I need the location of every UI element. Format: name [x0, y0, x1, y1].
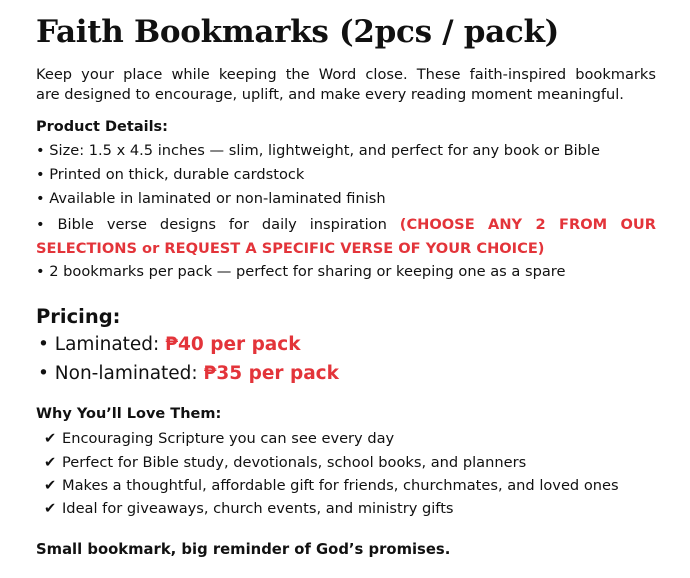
price-value: ₱35 per pack: [203, 363, 339, 384]
page-title: Faith Bookmarks (2pcs / pack): [36, 14, 560, 50]
detail-item-verses-text: • Bible verse designs for daily inspiration: [36, 216, 400, 233]
why-item-text: Encouraging Scripture you can see every day: [62, 430, 395, 447]
price-item-laminated: [38, 334, 301, 355]
detail-item-verses: [36, 213, 656, 261]
price-item-non-laminated: [38, 363, 339, 384]
why-item-text: Ideal for giveaways, church events, and ministry gifts: [62, 500, 454, 517]
pricing-heading: Pricing:: [36, 305, 121, 328]
why-item: [44, 500, 454, 517]
why-item: [44, 430, 394, 447]
detail-item-size: • Size: 1.5 x 4.5 inches — slim, lightweight, and perfect for any book or Bible: [36, 142, 600, 159]
price-label: • Non-laminated:: [38, 363, 204, 384]
why-item-text: Makes a thoughtful, affordable gift for friends, churchmates, and loved ones: [62, 477, 619, 494]
check-icon: ✔: [44, 500, 57, 517]
intro-line-2: are designed to encourage, uplift, and make every reading moment meaningful.: [36, 86, 624, 103]
selection-highlight: (CHOOSE ANY 2 FROM OUR SELECTIONS or REQUEST A SPECIFIC VERSE OF YOUR CHOICE): [36, 216, 656, 257]
check-icon: ✔: [44, 477, 57, 494]
why-item: [44, 454, 526, 471]
closing-tagline: Small bookmark, big reminder of God’s promises.: [36, 541, 451, 558]
product-details-heading: Product Details:: [36, 119, 168, 135]
detail-item-finish: • Available in laminated or non-laminated finish: [36, 190, 386, 207]
price-label: • Laminated:: [38, 334, 166, 355]
intro-line-1: Keep your place while keeping the Word close. These faith-inspired bookmarks: [36, 66, 656, 83]
why-item: [44, 477, 619, 494]
intro-paragraph: [36, 65, 656, 105]
price-value: ₱40 per pack: [165, 334, 301, 355]
why-item-text: Perfect for Bible study, devotionals, school books, and planners: [62, 454, 527, 471]
detail-item-material: • Printed on thick, durable cardstock: [36, 166, 305, 183]
why-heading: Why You’ll Love Them:: [36, 406, 222, 422]
detail-item-pack: • 2 bookmarks per pack — perfect for sharing or keeping one as a spare: [36, 263, 566, 280]
check-icon: ✔: [44, 454, 57, 471]
check-icon: ✔: [44, 430, 57, 447]
